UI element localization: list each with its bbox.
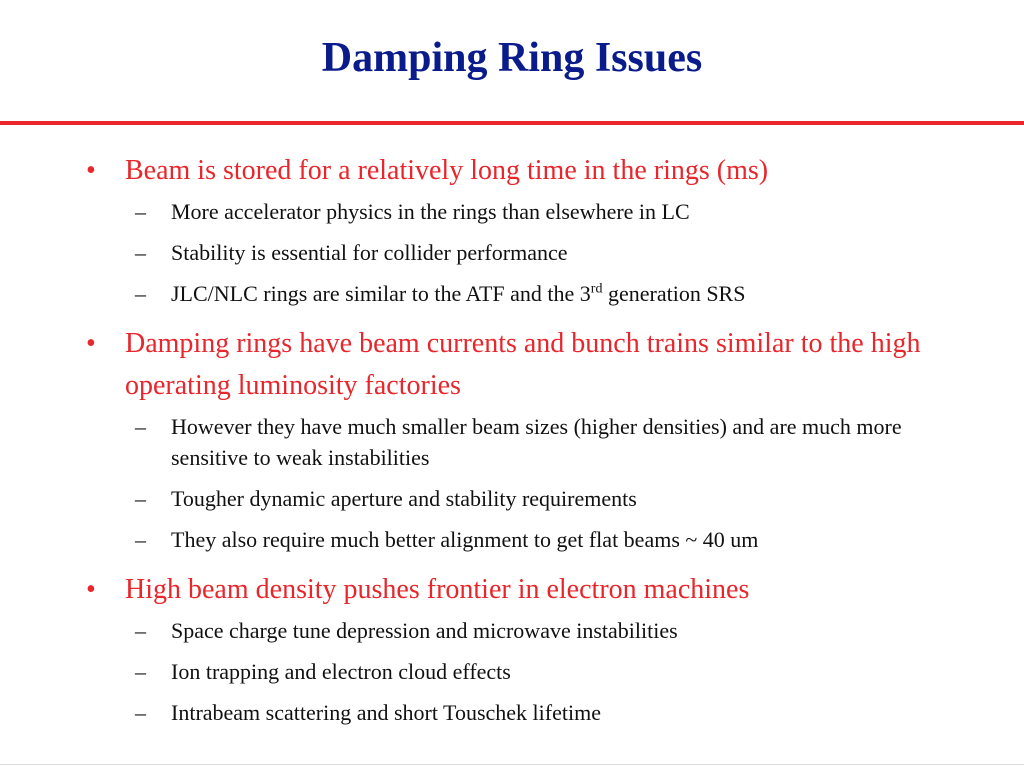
dash-marker-icon: –: [135, 414, 146, 439]
title-divider: [0, 121, 1024, 125]
sub-bullet-text: Ion trapping and electron cloud effects: [171, 659, 511, 684]
dash-marker-icon: –: [135, 527, 146, 552]
bullet-item: [0, 150, 1024, 309]
dash-marker-icon: –: [135, 240, 146, 265]
sub-bullet-list: [125, 615, 964, 728]
sub-bullet-item: [125, 411, 964, 473]
bullet-text: High beam density pushes frontier in electron machines: [125, 574, 750, 605]
sub-bullet-text: Tougher dynamic aperture and stability requirements: [171, 486, 637, 511]
sub-bullet-item: [125, 656, 964, 687]
bullet-text: Damping rings have beam currents and bunch trains similar to the high operating luminosity factories: [125, 328, 921, 401]
superscript-ordinal: rd: [590, 281, 603, 297]
dash-marker-icon: –: [135, 618, 146, 643]
sub-bullet-item: [125, 697, 964, 728]
sub-bullet-item: [125, 524, 964, 555]
bullet-item: [0, 323, 1024, 555]
bullet-marker-icon: •: [86, 574, 96, 605]
bullet-text: Beam is stored for a relatively long time in the rings (ms): [125, 155, 769, 186]
dash-marker-icon: –: [135, 281, 146, 306]
dash-marker-icon: –: [135, 659, 146, 684]
sub-bullet-text-before: JLC/NLC rings are similar to the ATF and the 3: [171, 281, 591, 306]
sub-bullet-item: [125, 237, 964, 268]
sub-bullet-text: [171, 281, 745, 306]
dash-marker-icon: –: [135, 199, 146, 224]
sub-bullet-text: However they have much smaller beam sizes (higher densities) and are much more sensitive to weak instabilities: [171, 414, 902, 470]
bullet-item: [0, 569, 1024, 728]
slide-title: Damping Ring Issues: [321, 35, 703, 81]
dash-marker-icon: –: [135, 700, 146, 725]
bullet-marker-icon: •: [86, 328, 96, 359]
sub-bullet-text: Stability is essential for collider performance: [171, 240, 568, 265]
bullet-marker-icon: •: [86, 155, 96, 186]
bottom-divider: [0, 764, 1024, 765]
sub-bullet-item: [125, 196, 964, 227]
sub-bullet-item: [125, 278, 964, 309]
sub-bullet-text: Intrabeam scattering and short Touschek lifetime: [171, 700, 601, 725]
sub-bullet-item: [125, 483, 964, 514]
sub-bullet-list: [125, 196, 964, 309]
sub-bullet-text: Space charge tune depression and microwave instabilities: [171, 618, 678, 643]
sub-bullet-item: [125, 615, 964, 646]
sub-bullet-text: More accelerator physics in the rings than elsewhere in LC: [171, 199, 690, 224]
dash-marker-icon: –: [135, 486, 146, 511]
bullet-list: [0, 150, 1024, 742]
sub-bullet-text: They also require much better alignment to get flat beams ~ 40 um: [171, 527, 759, 552]
sub-bullet-list: [125, 411, 964, 555]
sub-bullet-text-after: generation SRS: [602, 281, 746, 306]
